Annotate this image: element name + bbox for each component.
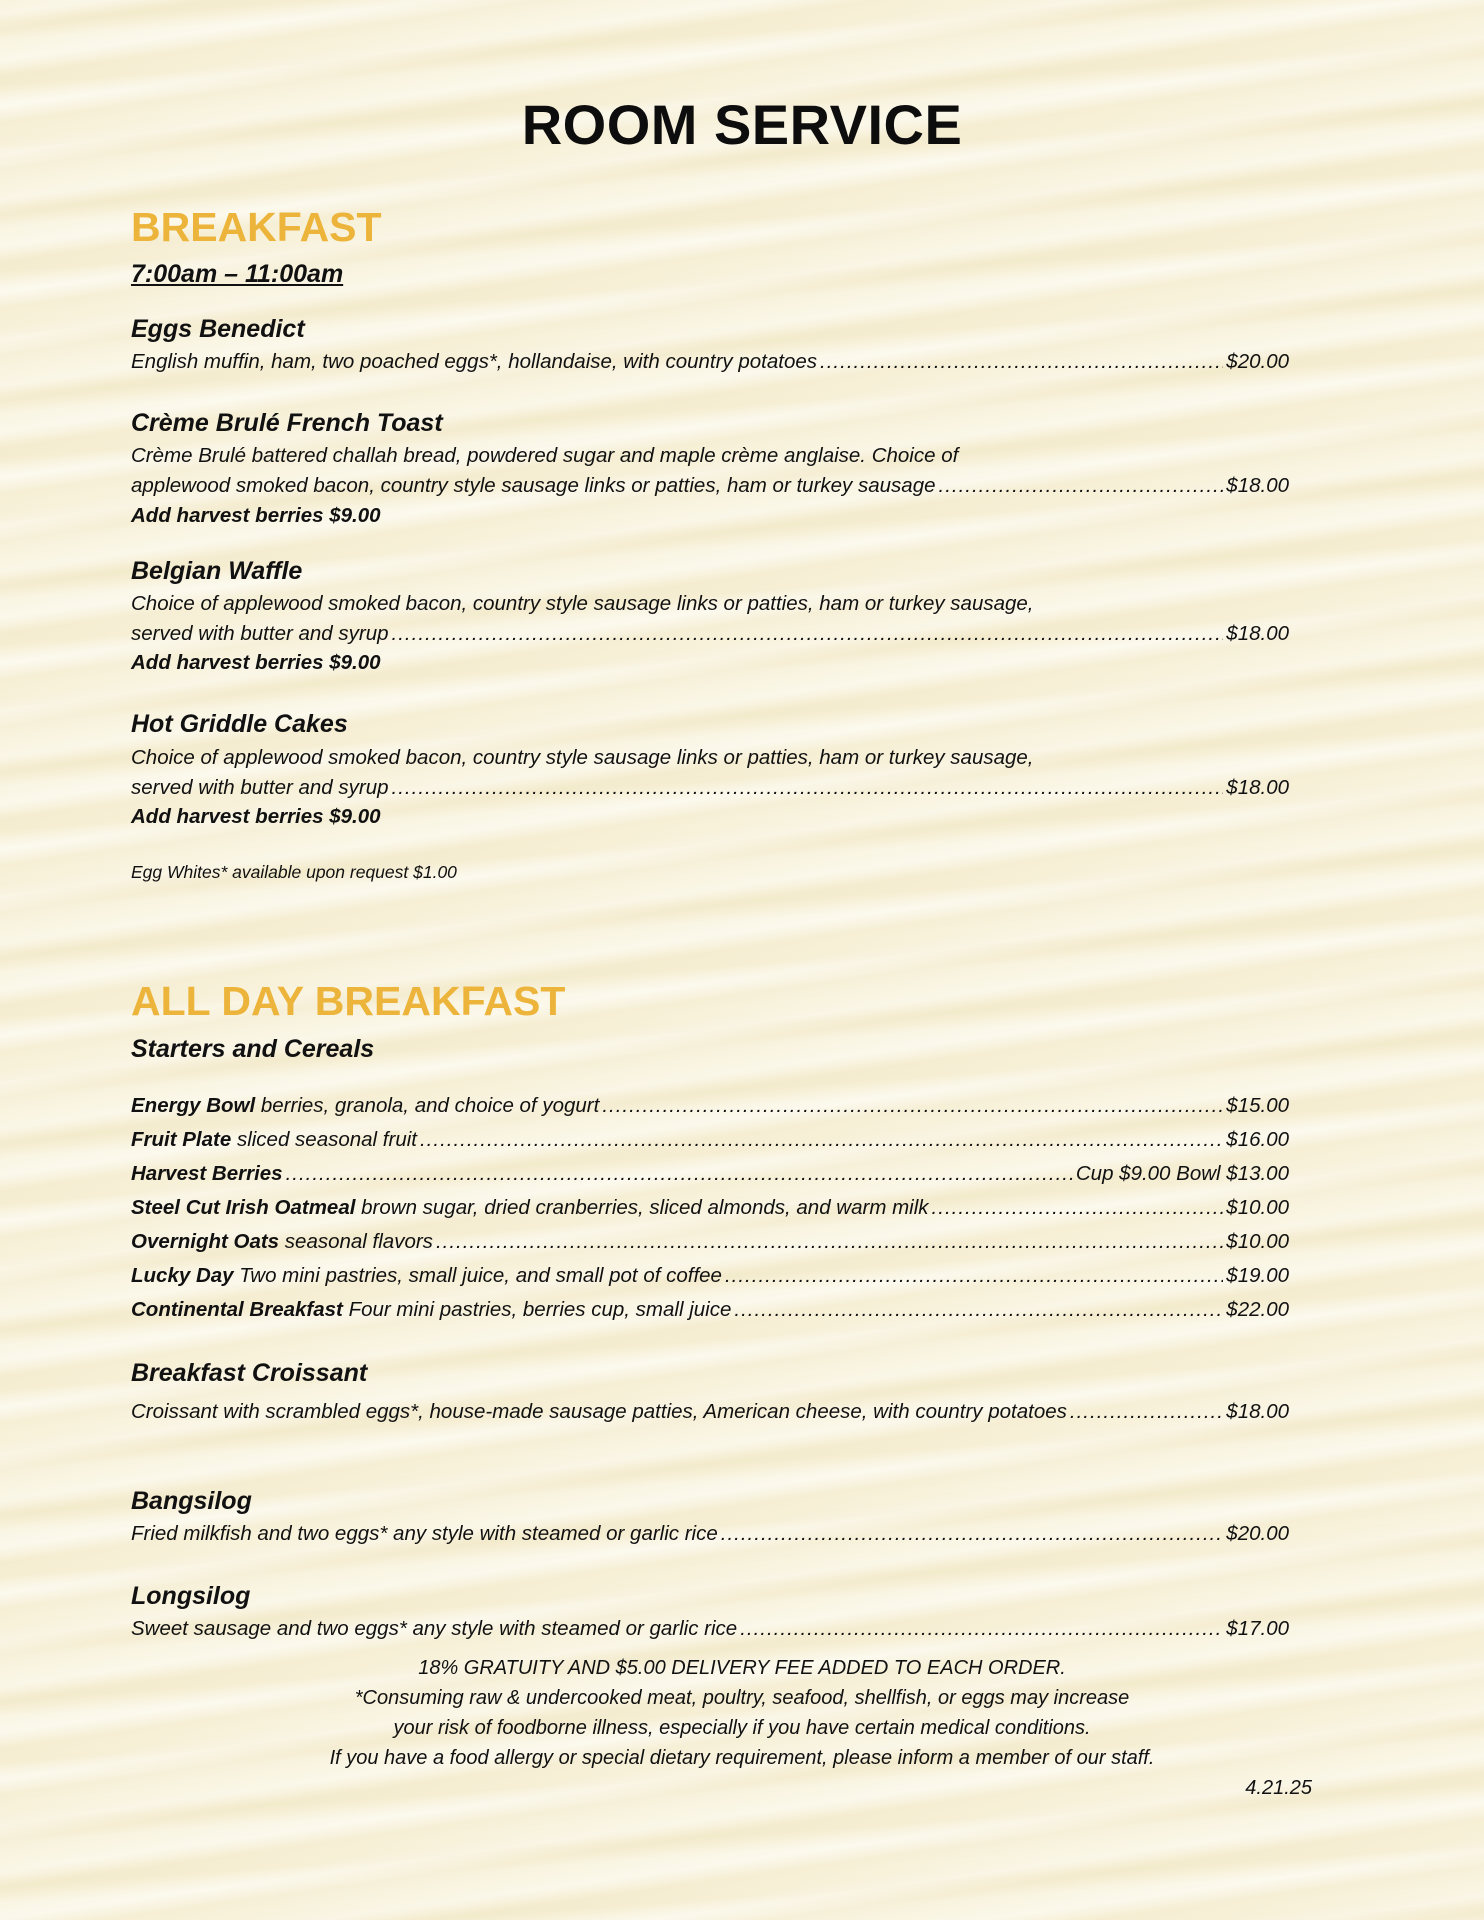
- dot-leader: [725, 1264, 1223, 1288]
- starter-desc: Four mini pastries, berries cup, small juice: [342, 1298, 732, 1321]
- starter-row: [131, 1264, 1289, 1288]
- starter-name: Harvest Berries: [131, 1162, 283, 1185]
- griddle-desc-1: Choice of applewood smoked bacon, country style sausage links or patties, ham or turkey sausage,: [131, 746, 1034, 769]
- waffle-price: $18.00: [1226, 622, 1289, 645]
- starter-row: [131, 1128, 1289, 1152]
- egg-whites-note: Egg Whites* available upon request $1.00: [131, 862, 457, 882]
- dot-leader: [734, 1298, 1223, 1322]
- griddle-price: $18.00: [1226, 776, 1289, 799]
- starter-price: $19.00: [1226, 1264, 1289, 1287]
- bangsilog-line: [131, 1522, 1289, 1546]
- dot-leader: [420, 1128, 1223, 1152]
- starter-price: $22.00: [1226, 1298, 1289, 1321]
- starter-desc: Two mini pastries, small juice, and small pot of coffee: [233, 1264, 722, 1287]
- starter-name: Energy Bowl: [131, 1094, 256, 1117]
- starter-row: [131, 1298, 1289, 1322]
- dot-leader: [820, 350, 1223, 374]
- waffle-addon: Add harvest berries $9.00: [131, 651, 381, 674]
- starter-desc: sliced seasonal fruit: [231, 1128, 417, 1151]
- longsilog-desc: Sweet sausage and two eggs* any style with steamed or garlic rice: [131, 1617, 738, 1640]
- dot-leader: [740, 1617, 1223, 1641]
- dot-leader: [436, 1230, 1223, 1254]
- starter-price: Cup $9.00 Bowl $13.00: [1075, 1162, 1289, 1185]
- longsilog-name: Longsilog: [131, 1582, 251, 1610]
- starter-desc: brown sugar, dried cranberries, sliced almonds, and warm milk: [355, 1196, 929, 1219]
- dot-leader: [932, 1196, 1224, 1220]
- french-toast-name: Crème Brulé French Toast: [131, 409, 443, 437]
- french-toast-addon: Add harvest berries $9.00: [131, 504, 381, 527]
- breakfast-heading: BREAKFAST: [131, 204, 382, 250]
- starter-name: Overnight Oats: [131, 1230, 280, 1253]
- french-toast-line: [131, 474, 1289, 498]
- starter-price: $16.00: [1226, 1128, 1289, 1151]
- french-toast-desc-2: applewood smoked bacon, country style sausage links or patties, ham or turkey sausage: [131, 474, 936, 497]
- eggs-benedict-name: Eggs Benedict: [131, 315, 305, 343]
- starter-desc: berries, granola, and choice of yogurt: [255, 1094, 600, 1117]
- starter-name: Lucky Day: [131, 1264, 234, 1287]
- dot-leader: [602, 1094, 1223, 1118]
- starter-name: Continental Breakfast: [131, 1298, 343, 1321]
- waffle-name: Belgian Waffle: [131, 557, 303, 585]
- page-title: ROOM SERVICE: [521, 93, 963, 156]
- dot-leader: [392, 622, 1224, 646]
- starter-row: [131, 1230, 1289, 1254]
- allergy-notice: If you have a food allergy or special dietary requirement, please inform a member of our staff.: [329, 1747, 1155, 1769]
- griddle-name: Hot Griddle Cakes: [131, 710, 348, 738]
- eggs-benedict-price: $20.00: [1226, 350, 1289, 373]
- bangsilog-price: $20.00: [1226, 1522, 1289, 1545]
- waffle-desc-2: served with butter and syrup: [131, 622, 389, 645]
- dot-leader: [286, 1162, 1073, 1186]
- waffle-line: [131, 622, 1289, 646]
- croissant-desc: Croissant with scrambled eggs*, house-made sausage patties, American cheese, with country potatoes: [131, 1400, 1067, 1423]
- croissant-price: $18.00: [1226, 1400, 1289, 1423]
- longsilog-price: $17.00: [1226, 1617, 1289, 1640]
- starter-row: [131, 1196, 1289, 1220]
- bangsilog-name: Bangsilog: [131, 1487, 252, 1515]
- waffle-desc-1: Choice of applewood smoked bacon, country style sausage links or patties, ham or turkey sausage,: [131, 592, 1034, 615]
- consumption-warning-2: your risk of foodborne illness, especially if you have certain medical conditions.: [393, 1717, 1091, 1739]
- breakfast-hours: 7:00am – 11:00am: [131, 260, 344, 288]
- starter-price: $10.00: [1226, 1196, 1289, 1219]
- french-toast-desc-1: Crème Brulé battered challah bread, powdered sugar and maple crème anglaise. Choice of: [131, 444, 959, 467]
- starter-name: Fruit Plate: [131, 1128, 232, 1151]
- consumption-warning-1: *Consuming raw & undercooked meat, poultry, seafood, shellfish, or eggs may increase: [354, 1687, 1130, 1709]
- eggs-benedict-line: [131, 350, 1289, 374]
- menu-date: 4.21.25: [1245, 1777, 1312, 1799]
- starter-desc: seasonal flavors: [279, 1230, 433, 1253]
- starter-row: [131, 1162, 1289, 1186]
- dot-leader: [721, 1522, 1224, 1546]
- french-toast-price: $18.00: [1226, 474, 1289, 497]
- starter-price: $10.00: [1226, 1230, 1289, 1253]
- bangsilog-desc: Fried milkfish and two eggs* any style with steamed or garlic rice: [131, 1522, 718, 1545]
- dot-leader: [1070, 1400, 1223, 1424]
- griddle-desc-2: served with butter and syrup: [131, 776, 389, 799]
- gratuity-notice: 18% GRATUITY AND $5.00 DELIVERY FEE ADDED TO EACH ORDER.: [418, 1657, 1066, 1679]
- all-day-heading: ALL DAY BREAKFAST: [131, 978, 566, 1024]
- eggs-benedict-desc: English muffin, ham, two poached eggs*, hollandaise, with country potatoes: [131, 350, 818, 373]
- dot-leader: [392, 776, 1224, 800]
- starter-name: Steel Cut Irish Oatmeal: [131, 1196, 356, 1219]
- longsilog-line: [131, 1617, 1289, 1641]
- starters-subheading: Starters and Cereals: [131, 1035, 375, 1063]
- dot-leader: [939, 474, 1224, 498]
- starter-price: $15.00: [1226, 1094, 1289, 1117]
- croissant-line: [131, 1400, 1289, 1424]
- croissant-name: Breakfast Croissant: [131, 1359, 368, 1387]
- griddle-addon: Add harvest berries $9.00: [131, 805, 381, 828]
- griddle-line: [131, 776, 1289, 800]
- starter-row: [131, 1094, 1289, 1118]
